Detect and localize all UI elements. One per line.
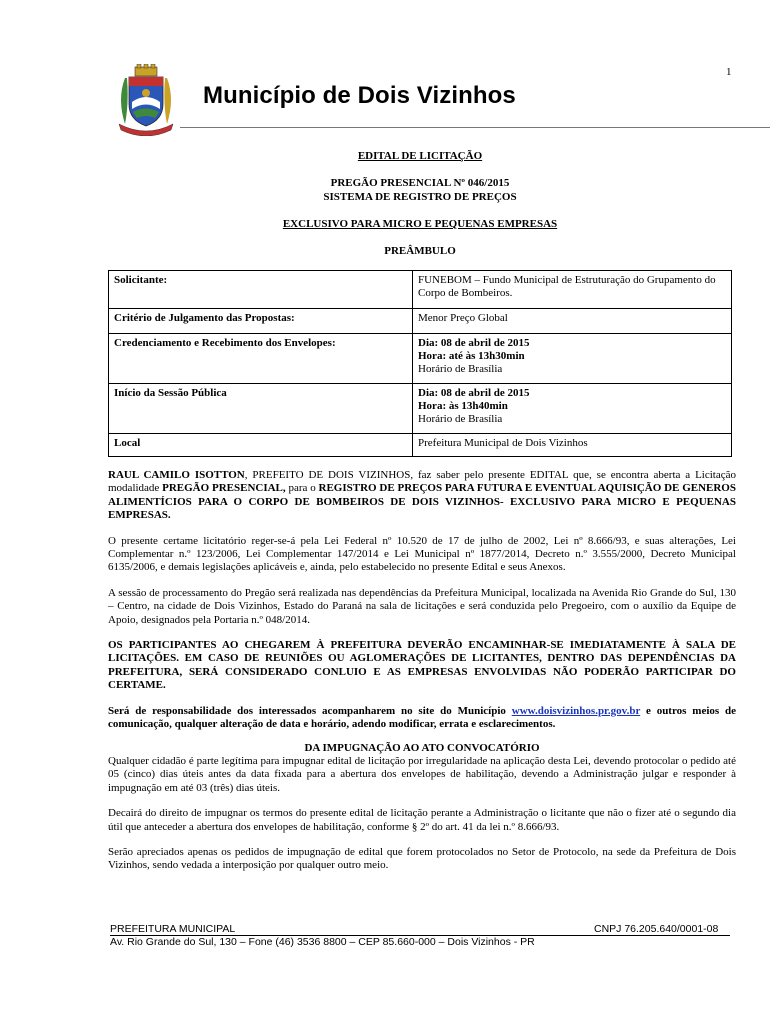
exclusivo-subtitle: EXCLUSIVO PARA MICRO E PEQUENAS EMPRESAS <box>282 218 558 230</box>
responsibility-paragraph <box>108 705 736 732</box>
credenciamento-fuso: Horário de Brasília <box>418 363 503 375</box>
objeto: REGISTRO DE PREÇOS PARA FUTURA E EVENTUAL AQUISIÇÃO DE GENEROS ALIMENTÍCIOS PARA O CORPO DE BOMBEIROS DE DOIS VIZINHOS- EXCLUSIVO PARA MICRO E PEQUENAS EMPRESAS. <box>108 482 736 522</box>
registro-precos-subtitle: SISTEMA DE REGISTRO DE PREÇOS <box>323 191 517 203</box>
footer-cnpj: CNPJ 76.205.640/0001-08 <box>594 923 719 935</box>
municipality-website-link[interactable]: www.doisvizinhos.pr.gov.br <box>511 704 641 717</box>
opening-paragraph <box>108 469 736 523</box>
legislation-paragraph: O presente certame licitatório reger-se-á pela Lei Federal nº 10.520 de 17 de julho de 2002, Lei nº 8.666/93, e suas alterações, Lei Complementar n.º 123/2006, Lei Complementar 147/2014 e Lei Municipal nº 1877/2014, Decreto n.º 3.555/2000, Decreto Municipal 6135/2006, e demais legislações aplicáveis e, ainda, pelo estabelecido no presente Edital e seus Anexos. <box>108 534 736 574</box>
table-row <box>109 309 732 334</box>
prefeito-name: RAUL CAMILO ISOTTON <box>108 469 245 481</box>
opening-text-1: , PREFEITO DE DOIS VIZINHOS, faz saber pelo presente EDITAL que, se encontra aberta a Licitação modalidade <box>108 469 736 495</box>
inicio-fuso: Horário de Brasília <box>418 413 503 425</box>
criterio-label: Critério de Julgamento das Propostas: <box>109 309 413 334</box>
criterio-value: Menor Preço Global <box>413 309 732 334</box>
pregao-number: PREGÃO PRESENCIAL Nº 046/2015 <box>330 177 510 189</box>
local-label: Local <box>109 434 413 457</box>
responsibility-text-2: e outros meios de comunicação, qualquer alteração de data e horário, adendo modificar, errata e esclarecimentos. <box>108 704 737 731</box>
document-body <box>108 469 736 885</box>
table-row <box>109 271 732 309</box>
modalidade: PREGÃO PRESENCIAL, <box>162 482 286 495</box>
municipality-title: Município de Dois Vizinhos <box>203 82 516 109</box>
opening-text-2: para o <box>285 482 319 495</box>
solicitante-label: Solicitante: <box>109 271 413 309</box>
coat-of-arms-icon <box>115 64 177 136</box>
inicio-sessao-label: Início da Sessão Pública <box>109 384 413 434</box>
participants-warning-paragraph: OS PARTICIPANTES AO CHEGAREM À PREFEITURA DEVERÃO ENCAMINHAR-SE IMEDIATAMENTE À SALA DE LICITAÇÕES. EM CASO DE REUNIÕES OU AGLOMERAÇÕES DE LICITANTES, DENTRO DAS DEPENDÊNCIAS DA PREFEITURA, SERÁ CONSIDERADO CONLUIO E AS EMPRESAS ENVOLVIDAS NÃO PODERÃO PARTICIPAR DO CERTAME. <box>108 639 736 692</box>
inicio-hora: Hora: às 13h40min <box>418 400 508 412</box>
inicio-sessao-value <box>413 384 732 434</box>
footer-address: Av. Rio Grande do Sul, 130 – Fone (46) 3536 8800 – CEP 85.660-000 – Dois Vizinhos - PR <box>110 936 535 948</box>
table-row <box>109 384 732 434</box>
responsibility-text-1: Será de responsabilidade dos interessados acompanharem no site do Município <box>108 704 512 717</box>
credenciamento-value <box>413 334 732 384</box>
impugnacao-paragraph-1: Qualquer cidadão é parte legítima para impugnar edital de licitação por irregularidade na aplicação desta Lei, devendo protocolar o pedido até 05 (cinco) dias úteis antes da data fixada para a abertura dos envelopes de habilitação, devendo a Administração julgar e responder à impugnação em até 03 (três) dias úteis. <box>108 754 736 794</box>
inicio-dia: Dia: 08 de abril de 2015 <box>418 387 530 399</box>
session-location-paragraph: A sessão de processamento do Pregão será realizada nas dependências da Prefeitura Municipal, localizada na Avenida Rio Grande do Sul, 130 – Centro, na cidade de Dois Vizinhos, Estado do Paraná na sala de licitações e será conduzida pelo Pregoeiro, com o auxílio da Equipe de Apoio, designados pela Portaria n.º 048/2014. <box>108 586 736 626</box>
table-row <box>109 434 732 457</box>
credenciamento-label: Credenciamento e Recebimento dos Envelopes: <box>109 334 413 384</box>
page-number: 1 <box>726 66 732 78</box>
impugnacao-paragraph-3: Serão apreciados apenas os pedidos de impugnação de edital que forem protocolados no Setor de Protocolo, na sede da Prefeitura de Dois Vizinhos, sendo vedada a interposição por qualquer outro meio. <box>108 845 736 872</box>
credenciamento-hora: Hora: até às 13h30min <box>418 350 525 362</box>
preambulo-heading: PREÂMBULO <box>384 245 456 257</box>
header-divider <box>180 127 770 128</box>
footer-institution: PREFEITURA MUNICIPAL <box>110 923 236 935</box>
solicitante-value: FUNEBOM – Fundo Municipal de Estruturação do Grupamento do Corpo de Bombeiros. <box>413 271 732 309</box>
credenciamento-dia: Dia: 08 de abril de 2015 <box>418 337 530 349</box>
table-row <box>109 334 732 384</box>
impugnacao-paragraph-2: Decairá do direito de impugnar os termos do presente edital de licitação perante a Administração o licitante que não o fizer até o segundo dia útil que anteceder a abertura dos envelopes de habilitação, conforme § 2º do art. 41 da lei n.º 8.666/93. <box>108 807 736 833</box>
local-value: Prefeitura Municipal de Dois Vizinhos <box>413 434 732 457</box>
preamble-table <box>108 270 732 457</box>
impugnacao-heading: DA IMPUGNAÇÃO AO ATO CONVOCATÓRIO <box>304 741 540 754</box>
edital-title: EDITAL DE LICITAÇÃO <box>357 150 483 162</box>
